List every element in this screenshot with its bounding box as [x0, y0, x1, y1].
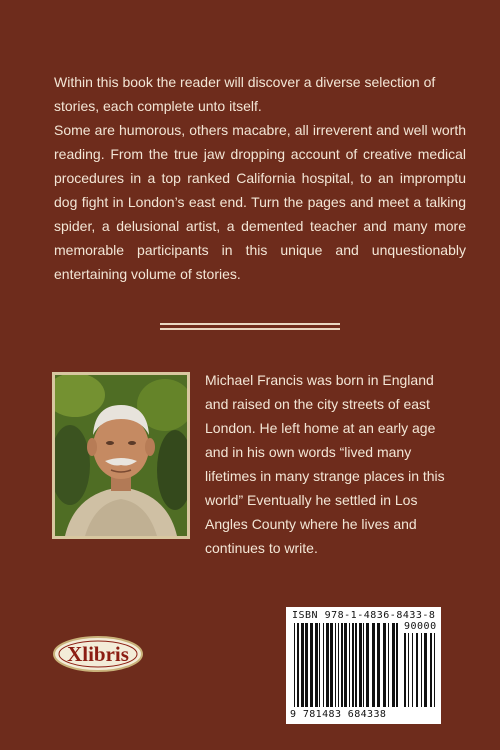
- barcode-bar: [421, 633, 422, 707]
- barcode-bar: [383, 623, 386, 707]
- ean13-bars: [294, 623, 398, 707]
- barcode-bar: [377, 623, 380, 707]
- logo-wordmark: Xlibris: [67, 642, 129, 666]
- barcode-bar: [315, 623, 318, 707]
- barcode-bar: [349, 623, 350, 707]
- author-photo: [52, 372, 190, 539]
- barcode-bar: [297, 623, 299, 707]
- blurb-paragraph-1: Within this book the reader will discover a diverse selection of stories, each complete unto itself.: [54, 74, 436, 114]
- barcode-bar: [363, 623, 364, 707]
- barcode-bar: [301, 623, 304, 707]
- barcode-bar: [416, 633, 418, 707]
- barcode-bar: [341, 623, 343, 707]
- blurb-paragraph-2: Some are humorous, others macabre, all irreverent and well worth reading. From the true jaw dropping account of creative medical procedures in a top ranked California hospital, to an impromptu dog fight in London’s east end. Turn the pages and meet a talking spider, a delusional artist, a demented teacher and many more memorable participants in this unique and unquestionably entertaining volume of stories.: [54, 122, 466, 282]
- ean-digits: 9 781483 684338: [290, 709, 387, 720]
- barcode-bar: [412, 633, 413, 707]
- barcode-bar: [355, 623, 357, 707]
- xlibris-logo: [52, 634, 144, 674]
- barcode-bar: [338, 623, 339, 707]
- barcode-bar: [396, 623, 398, 707]
- isbn-label: ISBN 978-1-4836-8433-8: [292, 610, 436, 621]
- barcode-bar: [326, 623, 329, 707]
- barcode-bar: [294, 623, 295, 707]
- barcode-bar: [319, 623, 320, 707]
- price-addon-digits: 90000: [404, 621, 437, 632]
- barcode-bar: [408, 633, 409, 707]
- addon-bars: [404, 633, 436, 707]
- barcode-bar: [430, 633, 432, 707]
- barcode-bar: [424, 633, 427, 707]
- barcode-bar: [330, 623, 333, 707]
- barcode-bar: [359, 623, 362, 707]
- barcode-bar: [388, 623, 389, 707]
- barcode-bar: [372, 623, 375, 707]
- barcode-bar: [392, 623, 395, 707]
- back-cover-blurb: [54, 70, 466, 286]
- barcode-bar: [305, 623, 308, 707]
- barcode-bar: [434, 633, 435, 707]
- barcode-bar: [310, 623, 313, 707]
- section-divider: [160, 323, 340, 330]
- barcode-bar: [366, 623, 369, 707]
- isbn-barcode: [286, 607, 441, 724]
- author-portrait-illustration: [55, 375, 187, 536]
- barcode-bar: [335, 623, 336, 707]
- barcode-bar: [344, 623, 347, 707]
- barcode-bar: [352, 623, 354, 707]
- author-bio: Michael Francis was born in England and raised on the city streets of east London. He left home at an early age and in his own words “lived many lifetimes in many strange places in this world” Eventually he settled in Los Angles County where he lives and continues to write.: [205, 372, 445, 556]
- barcode-bar: [404, 633, 406, 707]
- barcode-bar: [323, 623, 324, 707]
